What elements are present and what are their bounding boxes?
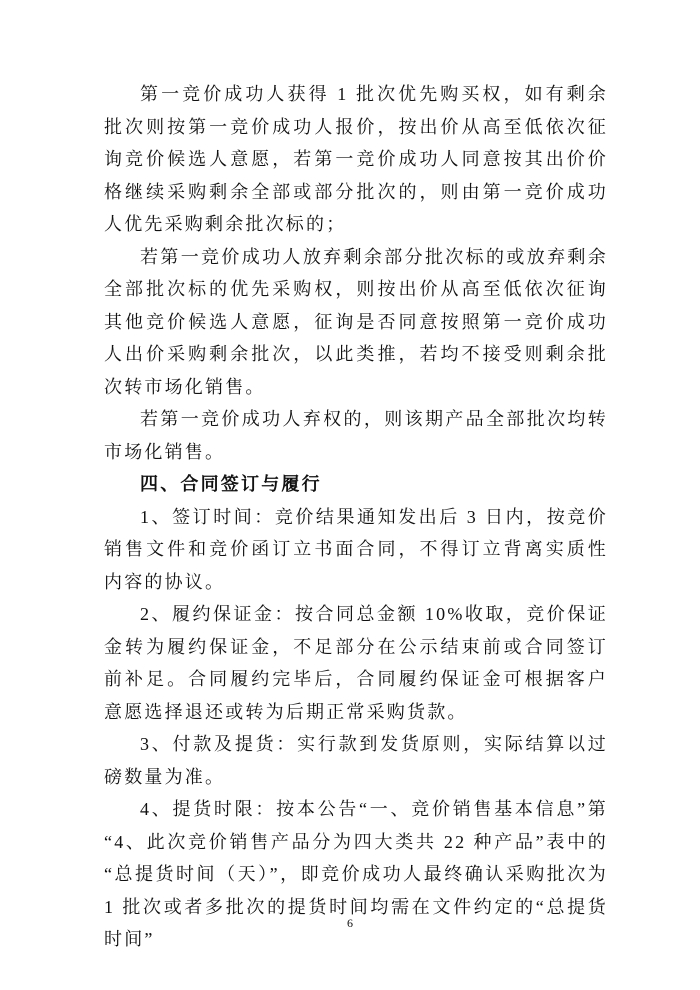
paragraph-payment-delivery: 3、付款及提货：实行款到发货原则，实际结算以过磅数量为准。 [104,734,608,787]
paragraph-pickup-deadline: 4、提货时限：按本公告“一、竞价销售基本信息”第“4、此次竞价销售产品分为四大类共 22 种产品”表中的“总提货时间（天）”，即竞价成功人最终确认采购批次为 1 批次或者多批次的提货时间均需在文件约定的“总提货时间” [104,799,608,949]
paragraph-waiver-full: 若第一竞价成功人弃权的，则该期产品全部批次均转市场化销售。 [104,409,608,462]
paragraph-priority-purchase: 第一竞价成功人获得 1 批次优先购买权，如有剩余批次则按第一竞价成功人报价，按出价从高至低依次征询竞价候选人意愿，若第一竞价成功人同意按其出价价格继续采购剩余全部或部分批次的，则由第一竞价成功人优先采购剩余批次标的； [104,84,608,234]
paragraph-performance-bond: 2、履约保证金：按合同总金额 10%收取，竞价保证金转为履约保证金，不足部分在公示结束前或合同签订前补足。合同履约完毕后，合同履约保证金可根据客户意愿选择退还或转为后期正常采购货款。 [104,604,608,722]
section-heading-contract: 四、合同签订与履行 [140,474,322,494]
page-number: 6 [347,916,353,930]
paragraph-signing-time: 1、签订时间：竞价结果通知发出后 3 日内，按竞价销售文件和竞价函订立书面合同，不得订立背离实质性内容的协议。 [104,506,608,592]
paragraph-waiver-partial: 若第一竞价成功人放弃剩余部分批次标的或放弃剩余全部批次标的优先采购权，则按出价从高至低依次征询其他竞价候选人意愿，征询是否同意按照第一竞价成功人出价采购剩余批次，以此类推，若均不接受则剩余批次转市场化销售。 [104,246,608,397]
document-body [104,78,608,956]
